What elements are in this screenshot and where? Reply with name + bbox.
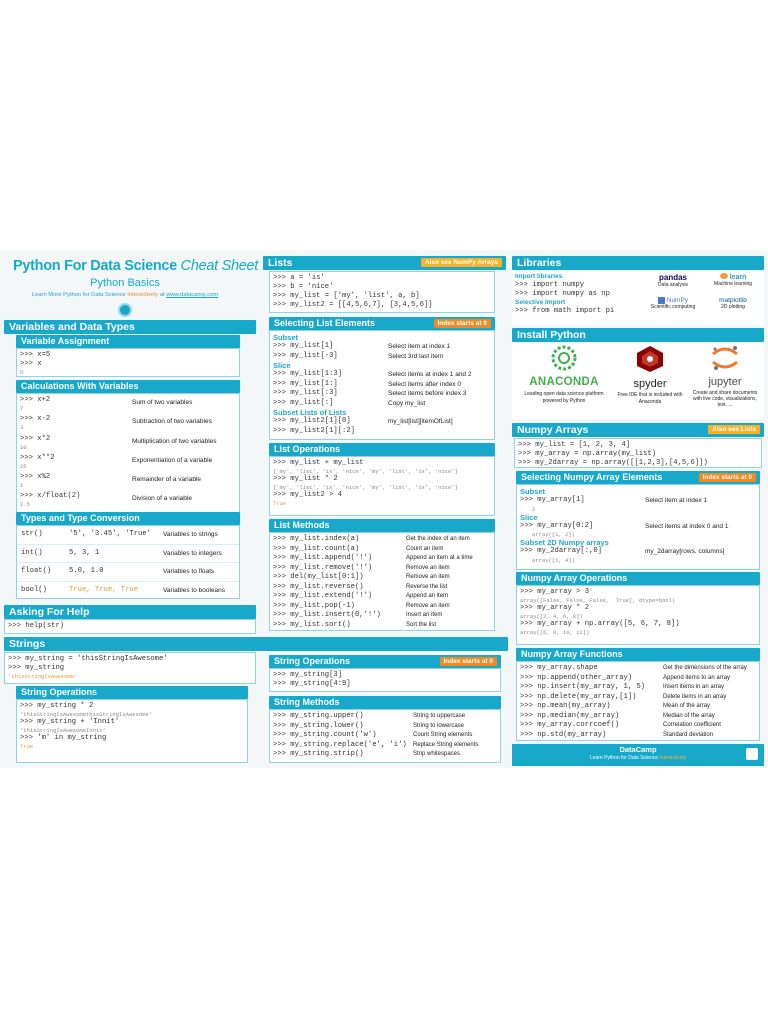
list-method-row-desc: Remove an item (406, 602, 450, 609)
code-line: >>> my_list.insert(0,'!') (273, 611, 381, 619)
spyder-logo-icon (635, 345, 665, 373)
footer-brand: DataCamp (619, 745, 657, 754)
code-line: >>> my_array = np.array(my_list) (518, 450, 657, 458)
numpy-fn-row-desc: Correlation coefficient (663, 722, 721, 728)
select-desc: Select item at index 1 (645, 497, 708, 504)
help-header: Asking For Help (4, 605, 256, 619)
calc-row (20, 396, 236, 415)
string-method-row (273, 712, 497, 722)
code-result: True (273, 500, 287, 507)
code-line: >>> my_list + my_list (273, 459, 364, 467)
string-method-row-desc: String to lowercase (413, 722, 465, 729)
code-line: >>> my_array + np.array([5, 6, 7, 8]) (520, 620, 680, 628)
select-row (273, 399, 491, 409)
install-header: Install Python (512, 328, 764, 342)
code-line: >>> from math import pi (515, 307, 615, 315)
code-result: True (20, 743, 34, 750)
select-list-box (269, 330, 495, 440)
string-method-row-desc: Count String elements (413, 732, 473, 738)
subsection-label: Slice (273, 361, 291, 370)
code-line: >>> x-2 (20, 415, 51, 424)
code-line: >>> my_list * 2 (273, 475, 338, 483)
anaconda-logo-icon (551, 345, 577, 371)
code-result: 'thisStringIsAwesome' (8, 673, 78, 680)
code-result: 5 (20, 369, 24, 376)
numpy-code-box (514, 438, 762, 468)
code-line: >>> my_2darray = np.array([[1,2,3],[4,5,6]]) (518, 459, 708, 467)
spyder-caption: Free IDE that is included with Anaconda (617, 392, 683, 405)
code-line: >>> x+2 (20, 396, 51, 404)
code-line: >>> my_list = [1, 2, 3, 4] (518, 441, 631, 449)
variables-header: Variables and Data Types (4, 320, 256, 334)
type-desc: Variables to floats (163, 568, 215, 575)
code-line: >>> b = 'nice' (273, 283, 334, 291)
string-ops-header: String Operations (16, 686, 248, 699)
code-result: 25 (20, 462, 27, 470)
numpy-fn-row (520, 674, 756, 684)
numpy-fn-row (520, 683, 756, 693)
code-line: >>> my_list.append('!') (273, 554, 373, 562)
select-numpy-box (516, 484, 760, 570)
subsection-label: Subset Lists of Lists (273, 408, 347, 417)
code-result: ['my', 'list', 'is', 'nice', 'my', 'list', 'is', 'nice'] (273, 484, 458, 491)
list-method-row (273, 573, 491, 583)
types-row (17, 526, 239, 545)
lists-code (273, 274, 491, 310)
code-line: >>> np.median(my_array) (520, 711, 620, 720)
code-line: >>> x (20, 360, 42, 368)
code-line: >>> my_list2 > 4 (273, 491, 343, 499)
select-desc: Select 3rd last item (388, 352, 444, 360)
code-line: >>> my_string.lower() (273, 721, 364, 730)
jupyter-logo-icon (710, 345, 740, 371)
code-line: >>> a = 'is' (273, 274, 325, 282)
types-row (17, 545, 239, 564)
numpy-fn-row (520, 693, 756, 703)
subsection-label: Subset 2D Numpy arrays (520, 538, 609, 547)
calc-code-cell (20, 435, 132, 451)
list-method-row (273, 564, 491, 574)
select-row (273, 389, 491, 399)
numpy-fn-row-desc: Standard deviation (663, 731, 714, 738)
numpy-fn-row-desc: Median of the array (663, 712, 715, 719)
calculations-box (16, 393, 240, 515)
select-row (273, 342, 491, 352)
list-method-row (273, 554, 491, 564)
select-numpy-header: Selecting Numpy Array Elements Index starts at 0 (516, 471, 760, 484)
string-method-row-desc: Replace String elements (413, 741, 479, 748)
code-line: >>> my_string[4:9] (273, 680, 351, 688)
type-desc: Variables to booleans (163, 587, 226, 594)
numpy-fn-box (516, 661, 760, 741)
code-line: >>> my_string.upper() (273, 712, 364, 720)
index-badge: Index starts at 0 (440, 657, 498, 666)
code-line: >>> my_list.index(a) (273, 535, 360, 543)
string-methods-rows (273, 712, 497, 760)
cheat-sheet (0, 250, 768, 768)
type-values: 5.0, 1.0 (69, 567, 104, 576)
numpy-ops-lines (520, 588, 756, 636)
code-result: array([2, 4, 6, 8]) (520, 613, 583, 620)
code-line: >>> my_array[0:2] (520, 521, 594, 530)
matplotlib-logo: matplotlib 2D plotting (719, 297, 747, 310)
numpy-fn-row (520, 721, 756, 731)
code-line: >>> np.delete(my_array,[1]) (520, 692, 637, 701)
string-ops2-box (269, 668, 501, 692)
pandas-logo: pandas Data analysis (657, 273, 688, 288)
list-ops-lines (273, 459, 491, 507)
code-line: >>> my_array > 3 (520, 588, 590, 596)
types-rows (17, 526, 239, 600)
code-result: array([1, 4]) (532, 556, 575, 564)
select-row (520, 496, 756, 506)
calc-desc: Subtraction of two variables (132, 418, 212, 426)
list-method-row-desc: Reverse the list (406, 583, 448, 590)
see-lists-badge[interactable]: Also see Lists (708, 425, 760, 434)
strings-header: Strings (4, 637, 508, 651)
select-list-header: Selecting List Elements Index starts at 0 (269, 317, 495, 330)
list-method-row-desc: Insert an item (406, 612, 443, 618)
code-line: >>> my_list.reverse() (273, 582, 364, 591)
code-line: >>> x**2 (20, 453, 55, 462)
code-line: >>> my_array.corrcoef() (520, 721, 620, 729)
list-ops-box (269, 456, 495, 516)
code-result: array([False, False, False, True], dtype=bool) (520, 597, 676, 604)
type-values: True, True, True (69, 586, 139, 595)
list-method-row (273, 611, 491, 621)
string-ops-box (16, 699, 248, 763)
subsection-label: Subset (520, 487, 546, 496)
type-fn: float() (21, 567, 52, 576)
list-ops-header: List Operations (269, 443, 495, 456)
numpy-fn-row (520, 731, 756, 741)
select-desc: Select items after index 0 (388, 380, 461, 388)
select-desc: my_2darray[rows, columns] (645, 548, 725, 555)
import-libraries-label: Import libraries (515, 273, 563, 280)
code-line: >>> 'm' in my_string (20, 734, 107, 742)
learn-more-line: Learn More Python for Data Science Interactively at www.datacamp.com (31, 292, 219, 298)
code-line: >>> del(my_list[0:1]) (273, 573, 364, 581)
calc-desc: Multiplication of two variables (132, 437, 217, 445)
code-result: 1 (20, 482, 24, 490)
numpy-fn-row-desc: Delete items in an array (663, 693, 727, 700)
numpy-fn-row (520, 702, 756, 712)
string-method-row (273, 722, 497, 732)
type-values: 5, 3, 1 (69, 548, 100, 557)
anaconda-caption: Leading open data science platform powered by Python (524, 391, 604, 404)
numpy-ops-box (516, 585, 760, 645)
type-fn: str() (21, 530, 43, 539)
see-numpy-badge[interactable]: Also see NumPy Arrays (421, 258, 502, 267)
select-row (273, 417, 491, 427)
string-method-row (273, 750, 497, 760)
selective-import-label: Selective Import (515, 299, 566, 306)
anaconda-block (516, 345, 612, 405)
numpy-select-rows (520, 487, 756, 564)
list-method-row (273, 545, 491, 555)
code-result: 3 (20, 424, 24, 432)
select-row (520, 522, 756, 532)
code-line: >>> my_list[1:3] (273, 370, 343, 378)
numpy-header: Numpy Arrays Also see Lists (512, 423, 764, 437)
datacamp-logo-icon (746, 748, 758, 760)
subsection-label: Slice (520, 512, 538, 522)
code-line: >>> my_list2[1][:2] (273, 426, 355, 435)
install-box (512, 343, 764, 419)
calc-row (20, 473, 236, 492)
lists-header: Lists Also see NumPy Arrays (263, 256, 506, 270)
code-line: >>> my_list.remove('!') (273, 563, 373, 572)
code-line: >>> my_string * 2 (20, 702, 94, 710)
list-method-row (273, 621, 491, 631)
calc-code-cell (20, 396, 132, 412)
jupyter-block (688, 345, 762, 408)
list-method-row-desc: Append an item at a time (406, 555, 473, 561)
calc-desc: Division of a variable (132, 495, 192, 503)
type-fn: bool() (21, 586, 47, 595)
string-methods-box (269, 709, 501, 763)
type-desc: Variables to integers (163, 549, 222, 557)
code-line: >>> help(str) (8, 622, 65, 630)
jupyter-caption: Create and share documents with live code, visualizations, text, ... (692, 390, 758, 408)
select-desc: Select item at index 1 (388, 343, 451, 350)
numpy-logo: NumPy Scientific computing (650, 297, 696, 311)
type-values: '5', '3.45', 'True' (69, 530, 151, 539)
code-line: >>> my_list2[1][0] (273, 417, 351, 425)
calc-desc: Remainder of a variable (132, 476, 202, 484)
list-methods-box (269, 532, 495, 631)
numpy-fn-row-desc: Mean of the array (663, 703, 711, 709)
list-method-row (273, 535, 491, 545)
numpy-fn-row (520, 712, 756, 722)
code-line: >>> np.std(my_array) (520, 730, 607, 739)
code-line: >>> my_list2 = [[4,5,6,7], [3,4,5,6]] (273, 301, 433, 309)
list-method-row-desc: Get the index of an item (406, 536, 470, 542)
code-line: >>> my_list.extend('!') (273, 592, 373, 600)
select-row (520, 547, 756, 557)
code-line: >>> x=5 (20, 351, 51, 359)
select-desc: Select items at index 1 and 2 (388, 371, 472, 378)
calculations-header: Calculations With Variables (16, 380, 240, 393)
numpy-fn-header: Numpy Array Functions (516, 648, 760, 661)
select-desc: my_list[list][itemOfList] (388, 418, 453, 425)
code-line: >>> my_list.count(a) (273, 544, 360, 553)
select-row (273, 352, 491, 362)
list-select-rows (273, 333, 491, 436)
footer-tagline: Learn Python for Data Science Interactively (589, 755, 687, 761)
numpy-fn-row-desc: Get the dimensions of the array (663, 665, 747, 671)
right-column (512, 250, 766, 768)
select-desc: Copy my_list (388, 399, 426, 407)
select-row (273, 380, 491, 390)
code-line: >>> my_string.count('w') (273, 731, 377, 739)
list-methods-header: List Methods (269, 519, 495, 532)
code-line: >>> my_list = ['my', 'list', a, b] (273, 292, 420, 300)
code-line: >>> np.insert(my_array, 1, 5) (520, 683, 646, 691)
code-line: >>> np.mean(my_array) (520, 702, 611, 710)
list-method-row-desc: Append an item (406, 593, 449, 599)
list-methods-rows (273, 535, 491, 630)
code-line: >>> import numpy (515, 281, 585, 289)
types-table (16, 525, 240, 599)
index-badge: Index starts at 0 (434, 319, 492, 328)
python-logo-icon (118, 303, 132, 317)
string-method-row (273, 731, 497, 741)
numpy-fn-row (520, 664, 756, 674)
calc-code-cell (20, 492, 132, 508)
numpy-fn-rows (520, 664, 756, 740)
index-badge: Index starts at 0 (699, 473, 757, 482)
calc-desc: Sum of two variables (132, 399, 193, 406)
code-line: >>> my_list[:] (273, 398, 334, 407)
code-line: >>> my_list.pop(-1) (273, 601, 355, 610)
code-line: >>> x*2 (20, 434, 51, 443)
calc-row (20, 454, 236, 473)
string-method-row (273, 741, 497, 751)
variable-assignment-header: Variable Assignment (16, 335, 240, 348)
code-line: >>> np.append(other_array) (520, 673, 633, 682)
strings-box (4, 652, 256, 684)
code-line: >>> import numpy as np (515, 290, 610, 298)
code-line: >>> my_string[3] (273, 671, 343, 679)
library-logos (644, 273, 762, 323)
list-method-row-desc: Sort the list (406, 621, 437, 628)
list-method-row (273, 583, 491, 593)
calc-code-cell (20, 415, 132, 431)
code-line: >>> my_list[1] (273, 342, 334, 350)
code-result: array([1, 2]) (532, 531, 575, 538)
types-row (17, 563, 239, 582)
string-methods-header: String Methods (269, 696, 501, 709)
anaconda-name: ANACONDA (529, 376, 599, 388)
code-line: >>> my_list[:3] (273, 389, 338, 397)
string-method-row-desc: String to uppercase (413, 713, 466, 719)
numpy-fn-row-desc: Append items to an array (663, 674, 731, 681)
code-result: 10 (20, 443, 27, 451)
list-method-row-desc: Remove an item (406, 564, 450, 571)
string-ops2-header: String Operations Index starts at 0 (269, 655, 501, 668)
lists-code-box (269, 271, 495, 313)
list-method-row (273, 602, 491, 612)
select-row (273, 370, 491, 380)
footer-bar (512, 744, 764, 766)
calc-code-cell (20, 473, 132, 489)
libraries-header: Libraries (512, 256, 764, 270)
select-desc: Select items before index 3 (388, 390, 467, 397)
code-line: >>> my_array * 2 (520, 604, 590, 612)
code-result: 2 (532, 505, 536, 513)
code-line: >>> my_2darray[:,0] (520, 547, 602, 555)
code-line: >>> my_list[1:] (273, 379, 338, 388)
variable-assignment-box (16, 348, 240, 377)
code-result: 'thisStringIsAwesomethisStringIsAwesome' (20, 711, 153, 718)
sklearn-logo: learn Machine learning (713, 274, 753, 287)
code-line: >>> my_array.shape (520, 664, 598, 672)
code-line: >>> x%2 (20, 473, 51, 482)
numpy-ops-header: Numpy Array Operations (516, 572, 760, 585)
jupyter-name: jupyter (708, 376, 742, 388)
spyder-block (616, 345, 684, 406)
libraries-box (512, 271, 764, 325)
types-header: Types and Type Conversion (16, 512, 240, 525)
code-line: >>> my_list[-3] (273, 351, 338, 360)
code-line: >>> my_string (8, 664, 65, 672)
middle-column (263, 250, 509, 768)
code-line: >>> my_list.sort() (273, 620, 351, 629)
code-result: 'thisStringIsAwesomeInnit' (20, 727, 106, 734)
sheet-title: Python For Data Science Cheat Sheet (13, 258, 258, 274)
types-row (17, 582, 239, 601)
type-desc: Variables to strings (163, 531, 218, 538)
code-line: >>> x/float(2) (20, 492, 81, 501)
list-method-row-desc: Remove an item (406, 574, 450, 580)
code-line: >>> my_array[1] (520, 496, 585, 504)
calc-row (20, 435, 236, 454)
help-box (4, 619, 256, 634)
code-line: >>> my_string.replace('e', 'i') (273, 740, 407, 749)
calc-rows (20, 396, 236, 512)
calc-row (20, 492, 236, 511)
type-fn: int() (21, 548, 43, 557)
code-result: 7 (20, 405, 24, 412)
select-desc: Select items at index 0 and 1 (645, 522, 729, 530)
code-result: ['my', 'list', 'is', 'nice', 'my', 'list', 'is', 'nice'] (273, 468, 458, 475)
datacamp-link[interactable]: www.datacamp.com (166, 292, 219, 298)
code-line: >>> my_string = 'thisStringIsAwesome' (8, 655, 168, 663)
calc-row (20, 415, 236, 434)
string-method-row-desc: Strip whitespaces (413, 751, 461, 757)
calc-code-cell (20, 454, 132, 470)
sheet-subtitle: Python Basics (90, 277, 160, 289)
list-method-row-desc: Count an item (406, 545, 444, 552)
string-ops-lines (20, 702, 244, 750)
code-line: >>> my_string.strip() (273, 750, 364, 758)
calc-desc: Exponentiation of a variable (132, 456, 213, 464)
list-method-row (273, 592, 491, 602)
subsection-label: Subset (273, 333, 299, 342)
code-result: 2.5 (20, 501, 30, 509)
code-line: >>> my_string + 'Innit' (20, 718, 120, 726)
select-row (273, 427, 491, 436)
numpy-fn-row-desc: Insert items in an array (663, 684, 725, 690)
spyder-name: spyder (633, 378, 667, 390)
code-result: array([6, 8, 10, 12]) (520, 629, 590, 636)
